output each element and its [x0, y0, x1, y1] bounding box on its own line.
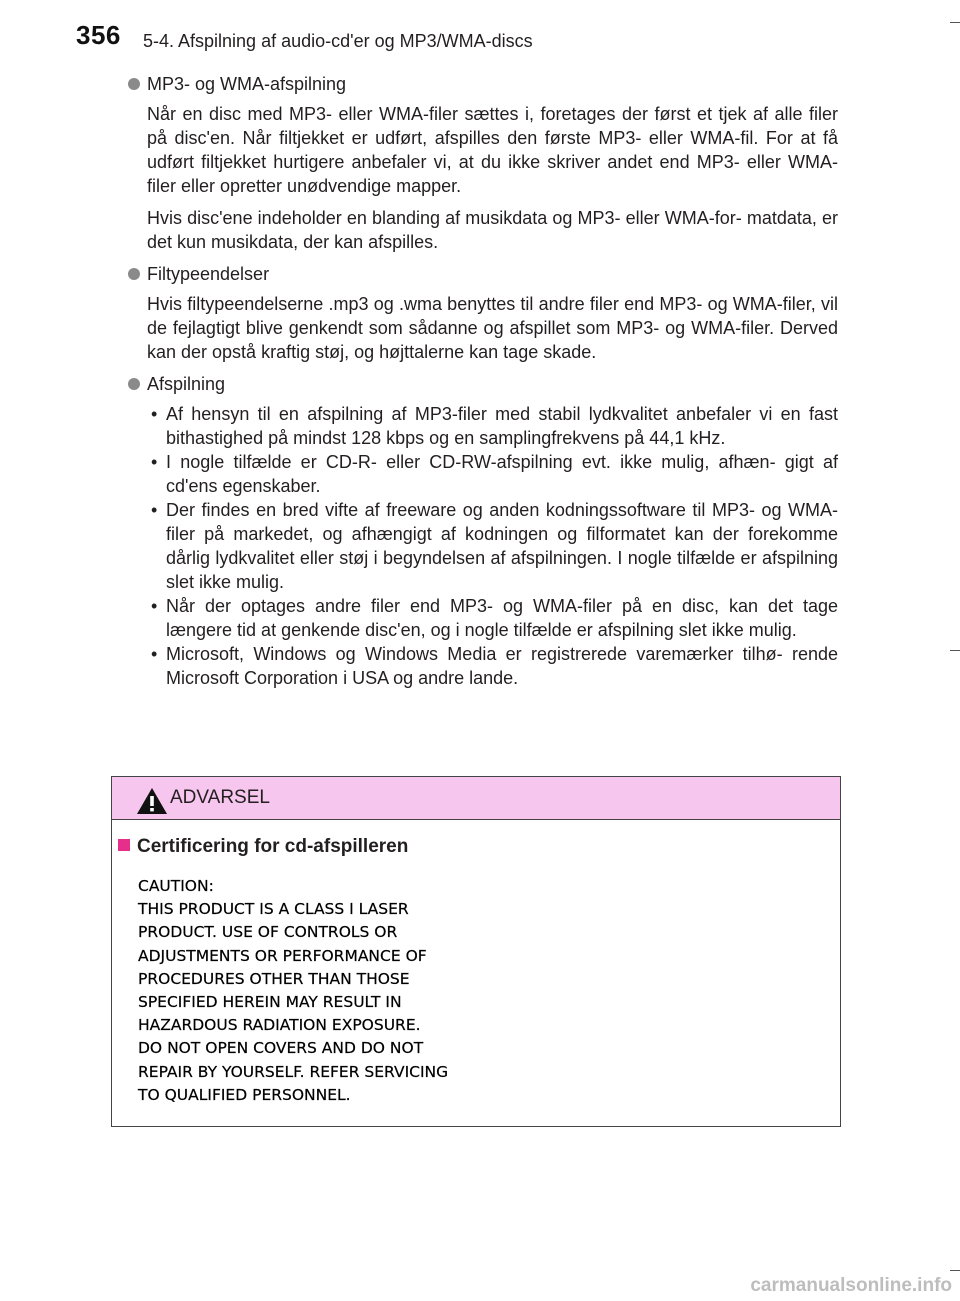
caution-line: REPAIR BY YOURSELF. REFER SERVICING — [138, 1062, 449, 1081]
warning-subheading: Certificering for cd-afspilleren — [118, 836, 408, 858]
list-item: • Af hensyn til en afspilning af MP3-filer med stabil lydkvalitet anbefaler vi en fast bithastighed på mindst 128 kbps og en samplingfrekvens på 44,1 kHz. — [151, 404, 838, 448]
bullet-dot: • — [151, 500, 158, 520]
page-number: 356 — [76, 20, 121, 50]
paragraph: Når en disc med MP3- eller WMA-filer sættes i, foretages der først et tjek af alle filer på disc'en. Når filtjekket er udført, afspilles den første MP3- eller WMA-fil. For at få udført filtjekket hurtigere anbefaler vi, at du ikke skriver andet end MP3- eller WMA-filer eller opretter unødvendige mapper. — [147, 104, 838, 196]
warning-header — [112, 777, 840, 820]
bullet-dot: • — [151, 596, 158, 616]
section-heading: MP3- og WMA-afspilning — [128, 72, 838, 96]
laser-caution-label — [138, 875, 448, 1107]
warning-label: ADVARSEL — [170, 787, 270, 808]
section-playback — [128, 372, 838, 690]
bullet-list — [147, 402, 838, 690]
list-item: • Når der optages andre filer end MP3- og WMA-filer på en disc, kan det tage længere tid at genkende disc'en, og i nogle tilfælde er afspilning slet ikke mulig. — [151, 596, 838, 640]
caution-line: THIS PRODUCT IS A CLASS Ⅰ LASER — [138, 900, 409, 919]
section-file-extensions — [128, 262, 838, 364]
circle-bullet-icon — [128, 78, 140, 90]
caution-line: CAUTION: — [138, 877, 214, 895]
caution-line: PROCEDURES OTHER THAN THOSE — [138, 969, 410, 988]
list-item: • Der findes en bred vifte af freeware og anden kodningssoftware til MP3- og WMA-filer på markedet, og afhængigt af kodningen og filformatet kan der forekomme dårlig lydkvalitet eller støj i begyndelsen af afspilningen. I nogle tilfælde er afspilning slet ikke mulig. — [151, 500, 838, 592]
warning-triangle-icon — [135, 786, 169, 816]
circle-bullet-icon — [128, 268, 140, 280]
bullet-dot: • — [151, 452, 158, 472]
list-item: • Microsoft, Windows og Windows Media er registrerede varemærker tilhø- rende Microsoft Corporation i USA og andre lande. — [151, 644, 838, 688]
caution-line: SPECIFIED HEREIN MAY RESULT IN — [138, 993, 402, 1012]
chapter-title: 5-4. Afspilning af audio-cd'er og MP3/WMA-discs — [143, 31, 533, 51]
paragraph: Hvis filtypeendelserne .mp3 og .wma benyttes til andre filer end MP3- og WMA-filer, vil de fejlagtigt blive genkendt som sådanne og afspillet som MP3- og WMA-filer. Derved kan der opstå kraftig støj, og højttalerne kan tage skade. — [147, 294, 838, 362]
bullet-dot: • — [151, 644, 158, 664]
circle-bullet-icon — [128, 378, 140, 390]
caution-line: ADJUSTMENTS OR PERFORMANCE OF — [138, 946, 427, 965]
warning-box — [111, 776, 841, 1127]
section-heading: Filtypeendelser — [128, 262, 838, 286]
caution-line: TO QUALIFIED PERSONNEL. — [138, 1085, 351, 1104]
caution-line: DO NOT OPEN COVERS AND DO NOT — [138, 1039, 424, 1058]
caution-line: PRODUCT. USE OF CONTROLS OR — [138, 923, 398, 942]
crop-mark-bottom — [950, 1270, 960, 1271]
caution-line: HAZARDOUS RADIATION EXPOSURE. — [138, 1016, 421, 1035]
paragraph: Hvis disc'ene indeholder en blanding af musikdata og MP3- eller WMA-for- matdata, er det kun musikdata, der kan afspilles. — [147, 208, 838, 252]
watermark: carmanualsonline.info — [750, 1275, 952, 1296]
section-mp3-wma — [128, 72, 838, 254]
square-bullet-icon — [118, 839, 130, 851]
crop-mark-top — [950, 22, 960, 23]
section-heading: Afspilning — [128, 372, 838, 396]
bullet-dot: • — [151, 404, 158, 424]
crop-mark-mid — [950, 650, 960, 651]
main-content — [128, 72, 838, 698]
list-item: • I nogle tilfælde er CD-R- eller CD-RW-afspilning evt. ikke mulig, afhæn- gigt af cd'ens egenskaber. — [151, 452, 838, 496]
